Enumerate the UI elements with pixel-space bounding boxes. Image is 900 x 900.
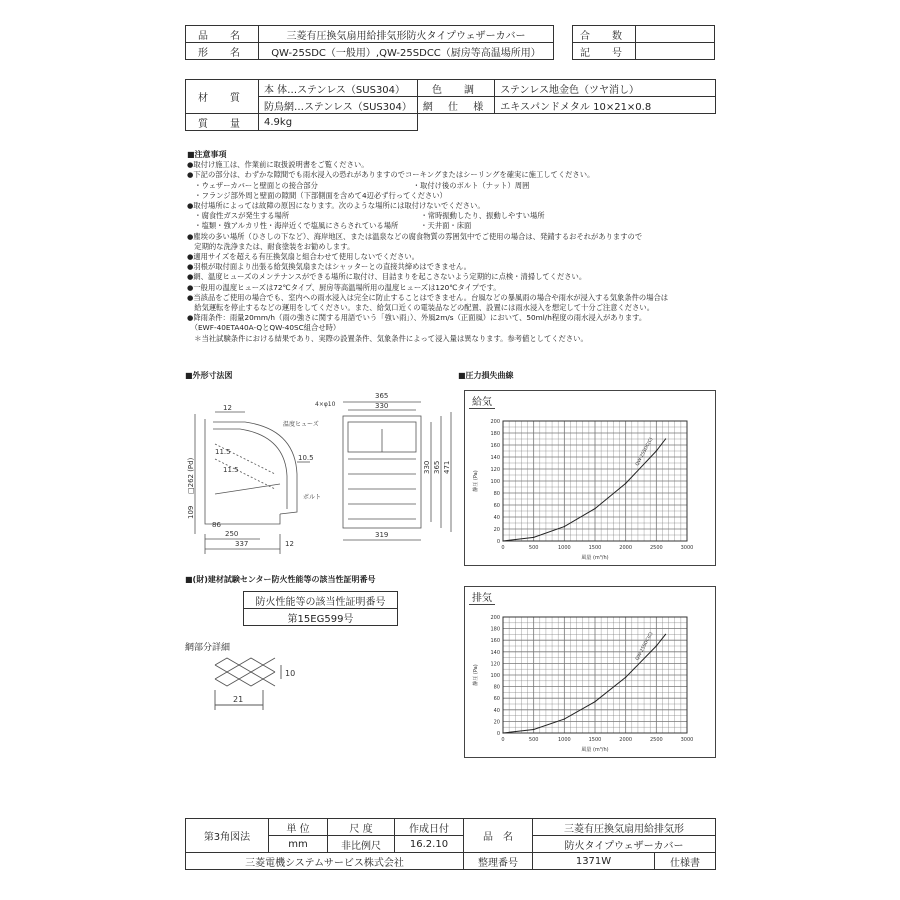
dim-337: 337 [235,540,249,548]
y-tick-label: 180 [490,431,500,437]
mesh-dim-21: 21 [233,695,244,704]
note-line: ●下記の部分は、わずかな隙間でも雨水浸入の恐れがありますのでコーキングまたはシーリングを確実に施工してください。 [187,170,595,180]
specs-table [185,79,716,131]
dim-10-5: 10.5 [298,454,314,462]
symbol-label: 記 号 [573,43,636,60]
x-tick-label: 1000 [557,545,571,551]
dim-11-5a: 11.5 [215,448,231,456]
y-tick-label: 40 [493,515,500,521]
y-tick-label: 40 [493,707,500,714]
x-tick-label: 0 [501,545,505,551]
note-line: ●一般用の温度ヒューズは72℃タイプ、厨房等高温場所用の温度ヒューズは120℃タイプです。 [187,282,501,292]
note-line: ●当該品をご使用の場合でも、室内への雨水浸入は完全に防止することはできません。台風などの暴風雨の場合や雨水が浸入する気象条件の場合は [187,292,669,302]
ref-value: 1371W [533,853,655,870]
y-tick-label: 180 [490,626,500,633]
y-tick-label: 160 [490,443,500,449]
series-label: QW-25SDC(C) [635,436,655,467]
data-point [665,438,666,439]
y-tick-label: 100 [490,479,500,485]
product-name-1: 三菱有圧換気扇用給排気形 [533,819,716,836]
unit-value: mm [269,836,328,853]
y-tick-label: 120 [490,661,500,668]
dim-365a: 365 [375,392,389,400]
y-tick-label: 0 [496,539,500,545]
note-line: ・ウェザーカバーと壁面との接合部分 ・取付け後のボルト（ナット）周囲 [187,180,530,190]
dim-365b: 365 [433,460,441,474]
dim-12b: 12 [285,540,294,548]
data-point [564,718,565,719]
data-point [533,729,534,730]
data-point [594,508,595,509]
material-label: 材 質 [186,80,259,114]
x-tick-label: 0 [501,737,505,743]
note-line: 給気運転を停止するなどの運用をしてください。また、給気口近くの電装品などの配置、設置には雨水浸入を想定して十分ご注意ください。 [187,303,654,313]
note-line: ●網、温度ヒューズのメンテナンスができる場所に取付け、目詰まりを起こさないよう定期的に点検・清掃してください。 [187,272,587,282]
header-table [185,25,554,60]
model-label: 形 名 [186,43,259,60]
color-label: 色 調 [417,80,494,97]
dim-109: 109 [187,505,195,519]
y-tick-label: 160 [490,638,500,645]
dim-330a: 330 [375,402,389,410]
side-view-frame [205,419,280,524]
supply-chart [465,409,713,563]
x-tick-label: 2500 [649,545,663,551]
model-value: QW-25SDC（一般用）,QW-25SDCC（厨房等高温場所用） [259,43,554,60]
data-point [533,537,534,538]
data-point [656,645,657,646]
y-tick-label: 20 [493,527,500,533]
scale-label: 尺 度 [328,819,395,836]
y-tick-label: 100 [490,673,500,679]
note-line: ●降雨条件：雨量20mm/h（雨の強さに関する用語でいう「強い雨」）、外風2m/s（正面風）において、50ml/h程度の雨水浸入があります。 [187,313,647,323]
name-label: 品 名 [186,26,259,43]
ref-label: 整理番号 [464,853,533,870]
y-tick-label: 140 [490,649,500,656]
note-line: ・腐食性ガスが発生する場所 ・常時振動したり、振動しやすい場所 [187,211,545,221]
mass-label: 質 量 [186,114,259,131]
company-name: 三菱電機システムサービス株式会社 [186,853,464,870]
y-tick-label: 200 [490,615,500,621]
x-tick-label: 500 [528,737,539,743]
scale-value: 非比例尺 [328,836,395,853]
x-tick-label: 3000 [680,545,694,551]
mesh-label: 網 仕 様 [417,97,494,114]
y-tick-label: 80 [493,684,500,691]
count-value [636,26,715,43]
y-tick-label: 60 [493,503,500,509]
count-label: 合 数 [573,26,636,43]
note-line: ●塵埃の多い場所（ひさしの下など）、海岸地区、または温泉などの腐食物質の雰囲気中でご使用の場合は、発錆するおそれがありますので [187,231,643,241]
y-axis-label: 静圧 (Pa) [473,470,479,492]
note-line: ●取付け施工は、作業前に取扱説明書をご覧ください。 [187,160,369,170]
note-line: 定期的な洗浄または、耐食塗装をお勧めします。 [187,241,355,251]
data-point [665,634,666,635]
x-tick-label: 2000 [619,737,633,743]
note-line: ●取付場所によっては故障の原因になります。次のような場所には取付けないでください。 [187,201,485,211]
y-tick-label: 20 [493,719,500,726]
exhaust-chart-frame [464,586,716,758]
dim-471: 471 [443,460,451,474]
data-point [594,701,595,702]
x-tick-label: 3000 [680,737,694,743]
data-point [625,677,626,678]
dim-12a: 12 [223,404,232,412]
series-label: QW-25SDC(C) [635,631,655,662]
exhaust-chart [465,605,713,755]
mesh-value: エキスパンドメタル 10×21×0.8 [495,97,716,114]
projection: 第3角図法 [186,819,269,853]
material-net: 防鳥網…ステンレス（SUS304） [259,97,418,114]
outline-drawing [185,384,460,569]
supply-label: 給気 [469,393,495,409]
footer-table [185,818,716,870]
dim-11-5b: 11.5 [223,466,239,474]
y-tick-label: 80 [493,491,500,497]
notes-list [187,160,727,344]
note-line: （EWF-40ETA40A-QとQW-40SC組合せ時） [187,323,341,333]
cert-title: ■(財)建材試験センター防火性能等の該当性証明番号 [185,575,376,584]
y-axis-label: 静圧 (Pa) [473,664,479,686]
x-axis-label: 風量 (m³/h) [581,747,609,753]
mesh-title: 網部分詳細 [185,643,231,653]
mesh-dim-10: 10 [285,669,296,678]
material-body: 本 体…ステンレス（SUS304） [259,80,418,97]
y-tick-label: 200 [490,419,500,425]
cert-header: 防火性能等の該当性証明番号 [244,592,398,609]
product-name-label: 品 名 [464,819,533,853]
dim-330b: 330 [423,460,431,474]
y-tick-label: 60 [493,696,500,703]
data-point [502,732,503,733]
data-point [656,450,657,451]
name-value: 三菱有圧換気扇用給排気形防火タイプウェザーカバー [259,26,554,43]
x-tick-label: 1500 [588,545,602,551]
symbol-value [636,43,715,60]
hood-label: ボルト [303,494,322,501]
cert-number: 第15EG599号 [244,609,398,626]
dim-262: □262 (Pd) [187,457,195,494]
count-table [572,25,715,60]
y-tick-label: 120 [490,467,500,473]
mass-value: 4.9kg [259,114,418,131]
data-point [625,483,626,484]
y-tick-label: 140 [490,455,500,461]
pressure-title: ■圧力損失曲線 [458,371,514,380]
supply-chart-frame [464,390,716,566]
x-tick-label: 1000 [557,737,571,743]
exhaust-label: 排気 [469,589,495,605]
dim-319: 319 [375,531,389,539]
notes-title: ■注意事項 [187,150,227,159]
date-label: 作成日付 [395,819,464,836]
fuse-label: 温度ヒューズ [283,421,319,428]
note-line: ●羽根が取付面より出張る給気換気扇またはシャッターとの直接共締めはできません。 [187,262,471,272]
dim-250: 250 [225,530,239,538]
doc-type: 仕様書 [655,853,716,870]
notes-section [187,150,727,344]
data-point [502,540,503,541]
color-value: ステンレス地金色（ツヤ消し） [495,80,716,97]
note-line: ●適用サイズを超える有圧換気扇と組合わせて使用しないでください。 [187,252,419,262]
date-value: 16.2.10 [395,836,464,853]
x-tick-label: 500 [528,545,539,551]
data-point [564,526,565,527]
product-name-2: 防火タイプウェザーカバー [533,836,716,853]
cert-table [243,591,398,626]
unit-label: 単 位 [269,819,328,836]
x-axis-label: 風量 (m³/h) [581,555,609,561]
x-tick-label: 2500 [649,737,663,743]
note-line: ・塩類・強アルカリ性・海岸近くで塩風にさらされている場所 ・天井面・床面 [187,221,472,231]
note-line: ＊当社試験条件における結果であり、実際の設置条件、気象条件によって浸入量は異なります。参考値としてください。 [187,333,588,343]
note-line: ・フランジ部外周と壁面の隙間（下部側面を含めて4辺必ず行ってください） [187,190,447,200]
holes-label: 4×φ10 [315,401,336,408]
y-tick-label: 0 [496,731,500,737]
dim-86: 86 [212,521,221,529]
x-tick-label: 2000 [619,545,633,551]
mesh-drawing [205,655,315,725]
x-tick-label: 1500 [588,737,602,743]
drawing-title: ■外形寸法図 [185,371,233,380]
